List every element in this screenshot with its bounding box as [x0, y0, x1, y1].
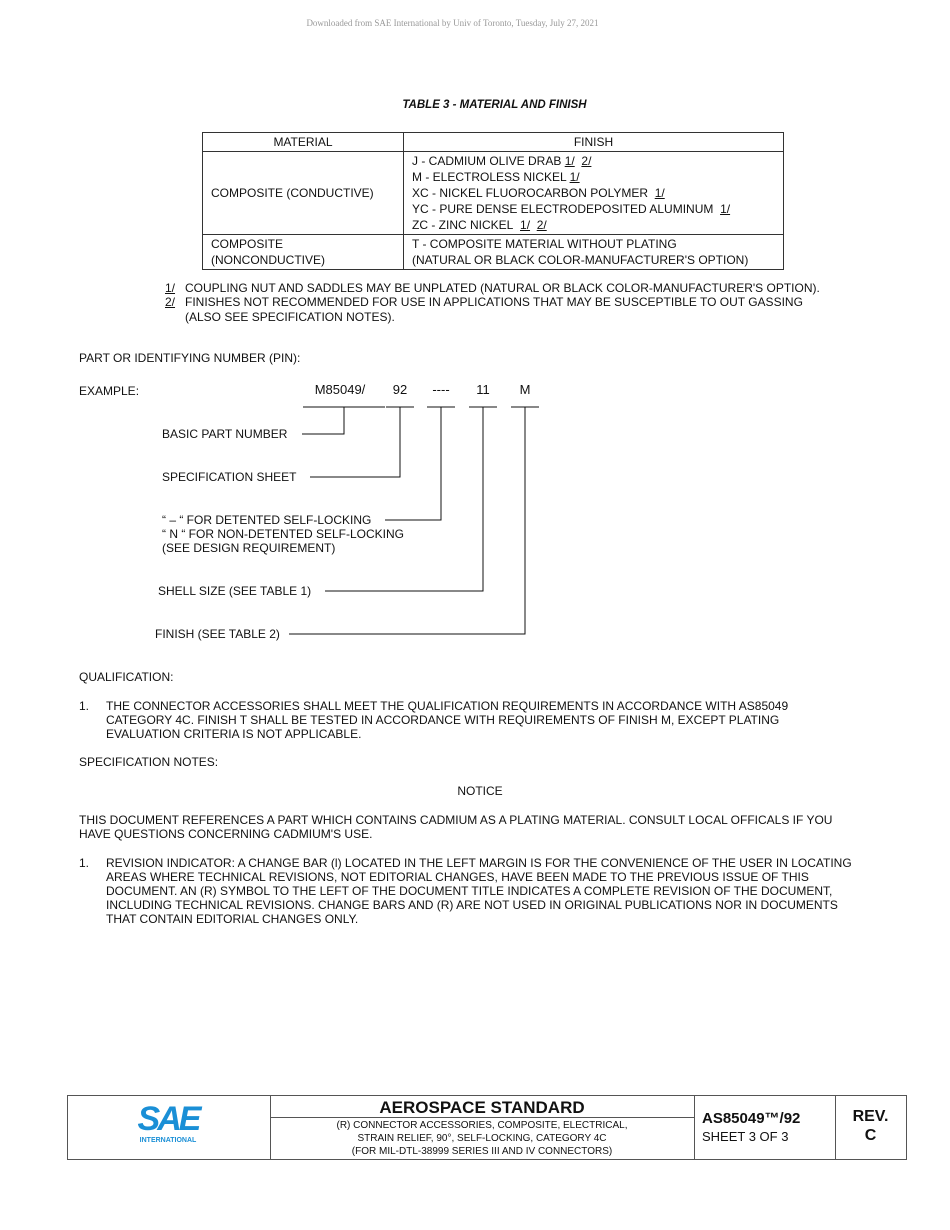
finish-item: M - ELECTROLESS NICKEL [412, 170, 567, 184]
qualification-heading: QUALIFICATION: [79, 670, 174, 684]
download-watermark: Downloaded from SAE International by Univ of Toronto, Tuesday, July 27, 2021 [306, 18, 599, 28]
footnote-text: COUPLING NUT AND SADDLES MAY BE UNPLATED (NATURAL OR BLACK COLOR-MANUFACTURER'S OPTION). [185, 281, 820, 295]
footnote-text: (ALSO SEE SPECIFICATION NOTES). [185, 310, 395, 324]
footnote-ref: 2/ [581, 154, 592, 168]
part-shell-size: 11 [476, 382, 490, 397]
material-cell: COMPOSITE (CONDUCTIVE) [203, 152, 404, 235]
note-text: REVISION INDICATOR: A CHANGE BAR (l) LOCATED IN THE LEFT MARGIN IS FOR THE CONVENIENCE OF THE USER IN LOCATING [106, 856, 852, 870]
notice-heading: NOTICE [457, 784, 503, 798]
note-text: AREAS WHERE TECHNICAL REVISIONS, NOT EDITORIAL CHANGES, HAVE BEEN MADE TO THE PREVIOUS ISSUE OF THIS [106, 870, 809, 884]
pin-heading: PART OR IDENTIFYING NUMBER (PIN): [79, 351, 301, 365]
spec-notes-heading: SPECIFICATION NOTES: [79, 755, 219, 769]
note-text: DOCUMENT. AN (R) SYMBOL TO THE LEFT OF THE DOCUMENT TITLE INDICATES A COMPLETE REVISION OF THE DOCUMENT, [106, 884, 833, 898]
standard-title: AEROSPACE STANDARD [379, 1098, 585, 1117]
rev-value: C [864, 1127, 877, 1144]
title-block [67, 1095, 907, 1160]
header-finish: FINISH [404, 133, 784, 152]
label-design-req: (SEE DESIGN REQUIREMENT) [162, 541, 336, 555]
table-title: TABLE 3 - MATERIAL AND FINISH [402, 99, 587, 111]
sheet-number: SHEET 3 OF 3 [702, 1129, 789, 1144]
header-material: MATERIAL [203, 133, 404, 152]
footnote-ref: 1/ [569, 170, 580, 184]
footnote-text: FINISHES NOT RECOMMENDED FOR USE IN APPLICATIONS THAT MAY BE SUSCEPTIBLE TO OUT GASSING [185, 295, 803, 309]
label-finish: FINISH (SEE TABLE 2) [155, 627, 280, 641]
part-locking: ---- [432, 382, 450, 397]
finish-item: T - COMPOSITE MATERIAL WITHOUT PLATING [412, 237, 677, 251]
sae-logo-sub: INTERNATIONAL [139, 1137, 197, 1144]
label-shell-size: SHELL SIZE (SEE TABLE 1) [158, 584, 312, 598]
finish-item: (NATURAL OR BLACK COLOR-MANUFACTURER'S OPTION) [412, 253, 749, 267]
part-finish: M [519, 382, 531, 397]
doc-subtitle: STRAIN RELIEF, 90°, SELF-LOCKING, CATEGORY 4C [357, 1133, 607, 1144]
qualification-text: CATEGORY 4C. FINISH T SHALL BE TESTED IN ACCORDANCE WITH REQUIREMENTS OF FINISH M, EXCEPT PLATING [106, 713, 780, 727]
footnote-ref: 2/ [536, 218, 547, 232]
footnote-ref: 1/ [564, 154, 575, 168]
finish-item: ZC - ZINC NICKEL [412, 218, 514, 232]
list-number: 1. [79, 856, 90, 870]
part-sheet: 92 [392, 382, 408, 397]
material-cell: COMPOSITE (NONCONDUCTIVE) [203, 235, 404, 270]
note-text: INCLUDING TECHNICAL REVISIONS. CHANGE BARS AND (R) ARE NOT USED IN ORIGINAL PUBLICATIONS NOR IN DOCUMENTS [106, 898, 838, 912]
note-text: THAT CONTAIN EDITORIAL CHANGES ONLY. [106, 912, 359, 926]
rev-label: REV. [852, 1108, 889, 1125]
example-label: EXAMPLE: [79, 384, 140, 398]
finish-item: J - CADMIUM OLIVE DRAB [412, 154, 562, 168]
doc-number: AS85049™/92 [702, 1110, 801, 1127]
footnote-ref: 1/ [520, 218, 531, 232]
notice-text: THIS DOCUMENT REFERENCES A PART WHICH CONTAINS CADMIUM AS A PLATING MATERIAL. CONSULT LOCAL OFFICALS IF YOU [79, 813, 833, 827]
finish-item: XC - NICKEL FLUOROCARBON POLYMER [412, 186, 649, 200]
label-basic-part-number: BASIC PART NUMBER [162, 427, 288, 441]
label-non-detented: “ N “ FOR NON-DETENTED SELF-LOCKING [162, 527, 405, 541]
list-number: 1. [79, 699, 90, 713]
part-basic: M85049/ [314, 382, 366, 397]
finish-item: YC - PURE DENSE ELECTRODEPOSITED ALUMINUM [412, 202, 714, 216]
sae-logo: SAE [137, 1100, 199, 1138]
doc-subtitle: (R) CONNECTOR ACCESSORIES, COMPOSITE, ELECTRICAL, [336, 1120, 628, 1131]
notice-text: HAVE QUESTIONS CONCERNING CADMIUM'S USE. [79, 827, 373, 841]
footnote-ref: 1/ [720, 202, 731, 216]
label-detented: “ – “ FOR DETENTED SELF-LOCKING [162, 513, 372, 527]
footnote-mark: 1/ [165, 281, 176, 295]
qualification-text: EVALUATION CRITERIA IS NOT APPLICABLE. [106, 727, 362, 741]
label-specification-sheet: SPECIFICATION SHEET [162, 470, 297, 484]
footnote-mark: 2/ [165, 295, 176, 309]
doc-subtitle: (FOR MIL-DTL-38999 SERIES III AND IV CONNECTORS) [351, 1146, 613, 1157]
qualification-text: THE CONNECTOR ACCESSORIES SHALL MEET THE QUALIFICATION REQUIREMENTS IN ACCORDANCE WITH AS85049 [106, 699, 789, 713]
footnote-ref: 1/ [654, 186, 665, 200]
